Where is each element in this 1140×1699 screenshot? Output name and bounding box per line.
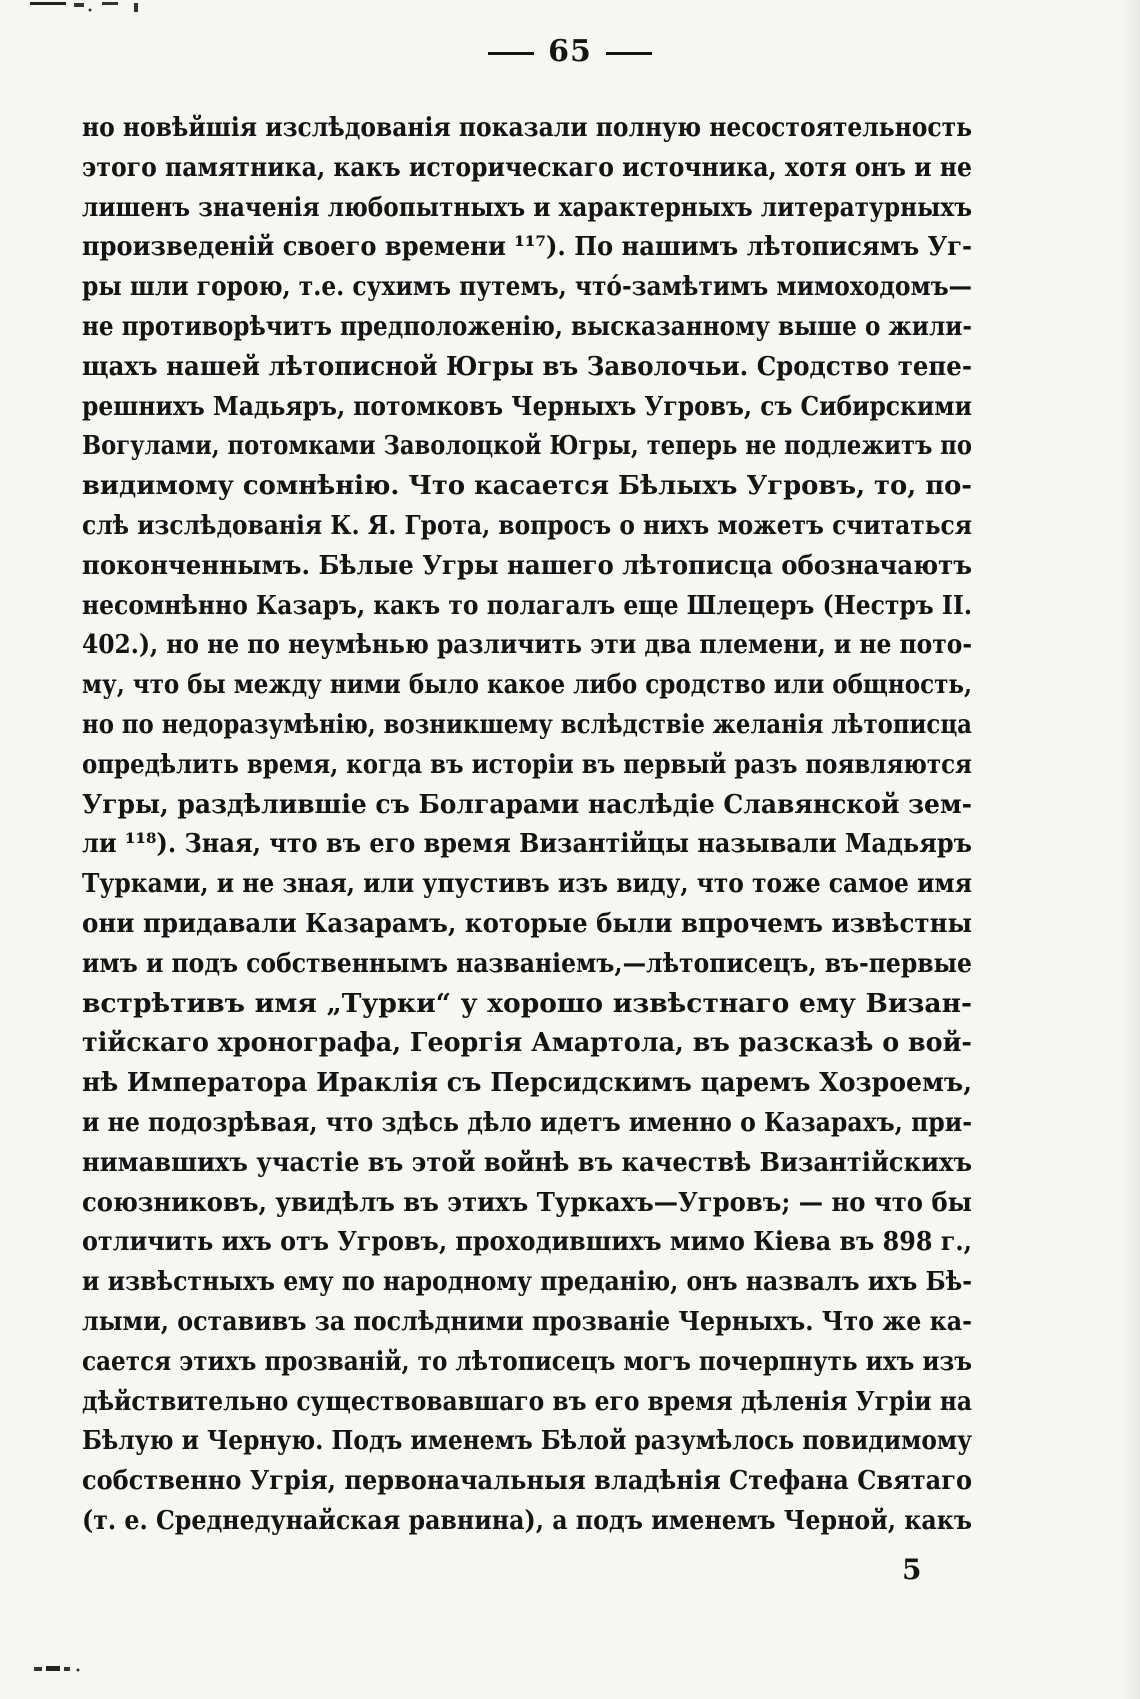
bottom-edge-ink-mark <box>30 1660 100 1676</box>
text-line: опредѣлить время, когда въ исторіи въ первый разъ появляются <box>82 748 972 780</box>
text-line: нѣ Императора Ираклія съ Персидскимъ царемъ Хозроемъ, <box>82 1067 973 1099</box>
text-line: тійскаго хронографа, Георгія Амартола, въ разсказѣ о вой- <box>82 1027 972 1059</box>
text-line: несомнѣнно Казаръ, какъ то полагалъ еще Шлецеръ (Нестръ II. <box>82 589 972 621</box>
text-line: 402.), но не по неумѣнью различить эти два племени, и не пото- <box>82 629 973 661</box>
text-line: союзниковъ, увидѣлъ въ этихъ Туркахъ—Угровъ; — но что бы <box>82 1186 973 1218</box>
text-line: Бѣлую и Черную. Подъ именемъ Бѣлой разумѣлось повидимому <box>82 1425 973 1457</box>
text-line: решнихъ Мадьяръ, потомковъ Черныхъ Угровъ, съ Сибирскими <box>82 390 972 422</box>
text-line: не противорѣчитъ предположенію, высказанному выше о жили- <box>82 310 973 342</box>
text-line: поконченнымъ. Бѣлые Угры нашего лѣтописца обозначаютъ <box>82 549 972 581</box>
text-line: Турками, и не зная, или упустивъ изъ виду, что тоже самое имя <box>82 868 973 900</box>
text-line: но по недоразумѣнію, возникшему вслѣдствіе желанія лѣтописца <box>82 708 972 740</box>
text-line: отличить ихъ отъ Угровъ, проходившихъ мимо Кіева въ 898 г., <box>82 1226 972 1258</box>
text-line: сается этихъ прозваній, то лѣтописецъ могъ почерпнуть ихъ изъ <box>82 1345 973 1377</box>
text-line: но новѣйшія изслѣдованія показали полную несостоятельность <box>82 112 973 143</box>
text-line: они придавали Казарамъ, которые были впрочемъ извѣстны <box>82 907 973 939</box>
text-line: ры шли горою, т.е. сухимъ путемъ, что́-замѣтимъ мимоходомъ— <box>82 271 972 303</box>
text-line: собственно Угрія, первоначальныя владѣнія Стефана Святаго <box>82 1465 973 1497</box>
top-edge-ink-mark <box>30 0 150 14</box>
text-line: дѣйствительно существовавшаго въ его время дѣленія Угріи на <box>82 1385 972 1417</box>
text-line: и не подозрѣвая, что здѣсь дѣло идетъ именно о Казарахъ, при- <box>82 1106 972 1138</box>
body-text <box>82 108 972 1541</box>
text-line: видимому сомнѣнію. Что касается Бѣлыхъ Угровъ, то, по- <box>82 470 973 502</box>
header-left-dash <box>488 52 534 55</box>
page-number-header <box>0 34 1140 69</box>
text-line: му, что бы между ними было какое либо сродство или общность, <box>82 669 973 701</box>
text-line: (т. е. Среднедунайская равнина), а подъ именемъ Черной, какъ <box>82 1504 973 1536</box>
text-line: этого памятника, какъ историческаго источника, хотя онъ и не <box>82 151 972 183</box>
text-line: произведеній своего времени ¹¹⁷). По нашимъ лѣтописямъ Уг- <box>82 231 973 263</box>
text-line: лыми, оставивъ за послѣдними прозваніе Черныхъ. Что же ка- <box>82 1305 972 1337</box>
printer-signature-mark: 5 <box>902 1553 922 1586</box>
header-right-dash <box>606 52 652 55</box>
text-line: и извѣстныхъ ему по народному преданію, онъ назвалъ ихъ Бѣ- <box>82 1266 973 1298</box>
text-line: Угры, раздѣлившіе съ Болгарами наслѣдіе Славянской зем- <box>82 788 972 820</box>
text-line: Вогулами, потомками Заволоцкой Югры, теперь не подлежитъ по <box>82 430 972 462</box>
text-line: нимавшихъ участіе въ этой войнѣ въ качествѣ Византійскихъ <box>82 1146 972 1178</box>
text-line: встрѣтивъ имя „Турки“ у хорошо извѣстнаго ему Визан- <box>82 987 972 1019</box>
text-line: щахъ нашей лѣтописной Югры въ Заволочьи. Сродство тепе- <box>82 350 972 382</box>
text-line: ли ¹¹⁸). Зная, что въ его время Византійцы называли Мадьяръ <box>82 828 973 860</box>
text-line: имъ и подъ собственнымъ названіемъ,—лѣтописецъ, въ-первые <box>82 947 972 979</box>
text-line: слѣ изслѣдованія К. Я. Грота, вопросъ о нихъ можетъ считаться <box>82 509 973 541</box>
page-number: 65 <box>548 34 592 69</box>
text-line: лишенъ значенія любопытныхъ и характерныхъ литературныхъ <box>82 191 972 223</box>
page-edge-shadow <box>1120 0 1140 1699</box>
